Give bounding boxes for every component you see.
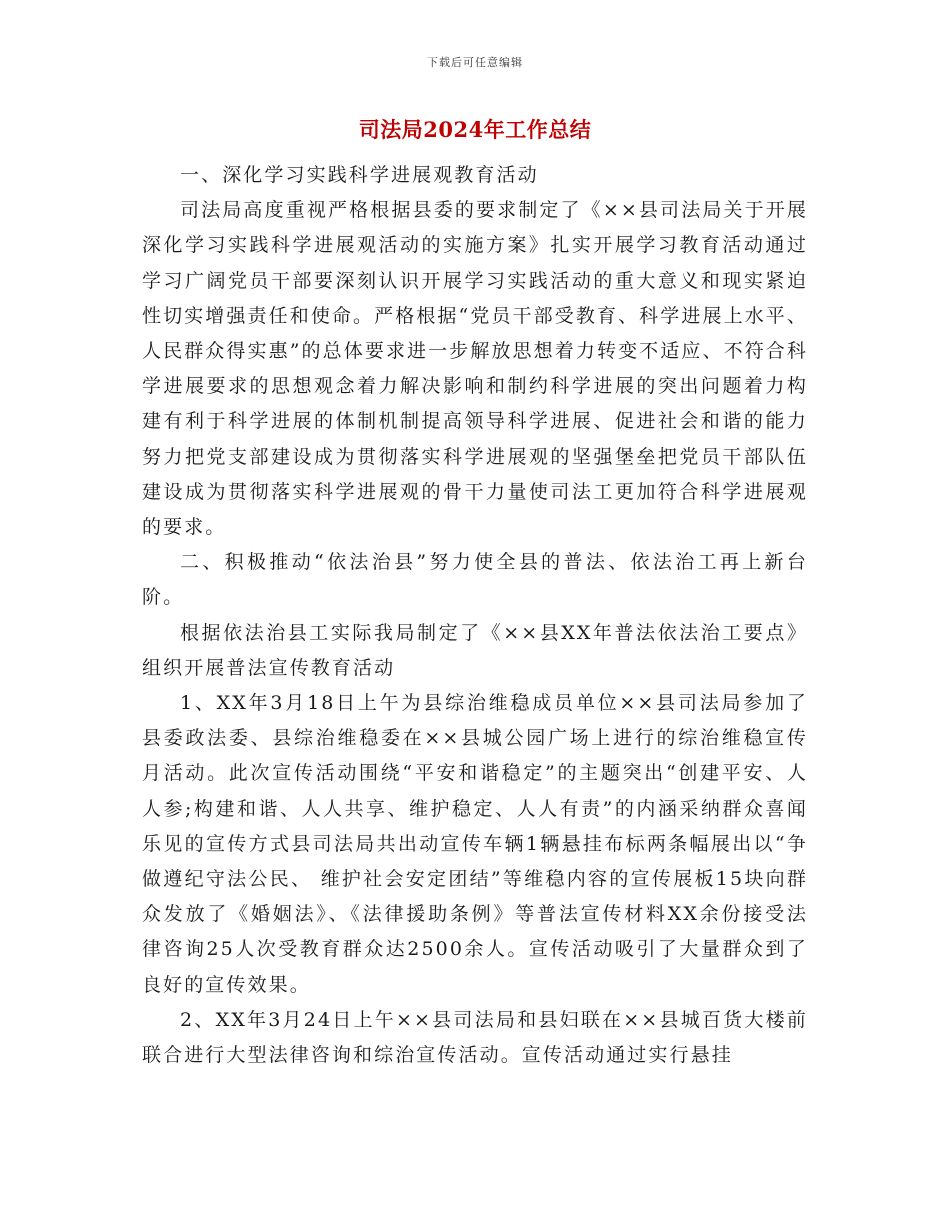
paragraph-legal-plan: 根据依法治县工实际我局制定了《××县XX年普法依法治工要点》组织开展普法宣传教育活动 [142,621,808,679]
document-title: 司法局2024年工作总结 [358,117,592,142]
paragraph-study-practice: 司法局高度重视严格根据县委的要求制定了《××县司法局关于开展深化学习实践科学进展观活动的实施方案》扎实开展学习教育活动通过学习广阔党员干部要深刻认识开展学习实践活动的重大意义和现实紧迫性切实增强责任和使命。严格根据“党员干部受教育、科学进展上水平、人民群众得实惠”的总体要求进一步解放思想着力转变不适应、不符合科学进展要求的思想观念着力解决影响和制约科学进展的突出问题着力构建有利于科学进展的体制机制提高领导科学进展、促进社会和谐的能力努力把党支部建设成为贯彻落实科学进展观的坚强堡垒把党员干部队伍建设成为贯彻落实科学进展观的骨干力量使司法工更加符合科学进展观的要求。 [142,199,808,539]
paragraph-item-1: 1、XX年3月18日上午为县综治维稳成员单位××县司法局参加了县委政法委、县综治维稳委在××县城公园广场上进行的综治维稳宣传月活动。此次宣传活动围绕“平安和谐稳定”的主题突出“创建平安、人人参;构建和谐、人人共享、维护稳定、人人有责”的内涵采纳群众喜闻乐见的宣传方式县司法局共出动宣传车辆1辆悬挂布标两条幅展出以“争做遵纪守法公民、 维护社会安定团结”等维稳内容的宣传展板15块向群众发放了《婚姻法》、《法律援助条例》等普法宣传材料XX余份接受法律咨询25人次受教育群众达2500余人。宣传活动吸引了大量群众到了良好的宣传效果。 [142,692,808,996]
section-heading-1: 一、深化学习实践科学进展观教育活动 [180,164,539,186]
paragraph-item-2: 2、XX年3月24日上午××县司法局和县妇联在××县城百货大楼前联合进行大型法律咨询和综治宣传活动。宣传活动通过实行悬挂 [142,1008,808,1067]
document-body [142,158,808,1073]
section-heading-2: 二、积极推动“依法治县”努力使全县的普法、依法治工再上新台阶。 [142,551,808,609]
page-header: 下载后可任意编辑 [427,56,523,69]
